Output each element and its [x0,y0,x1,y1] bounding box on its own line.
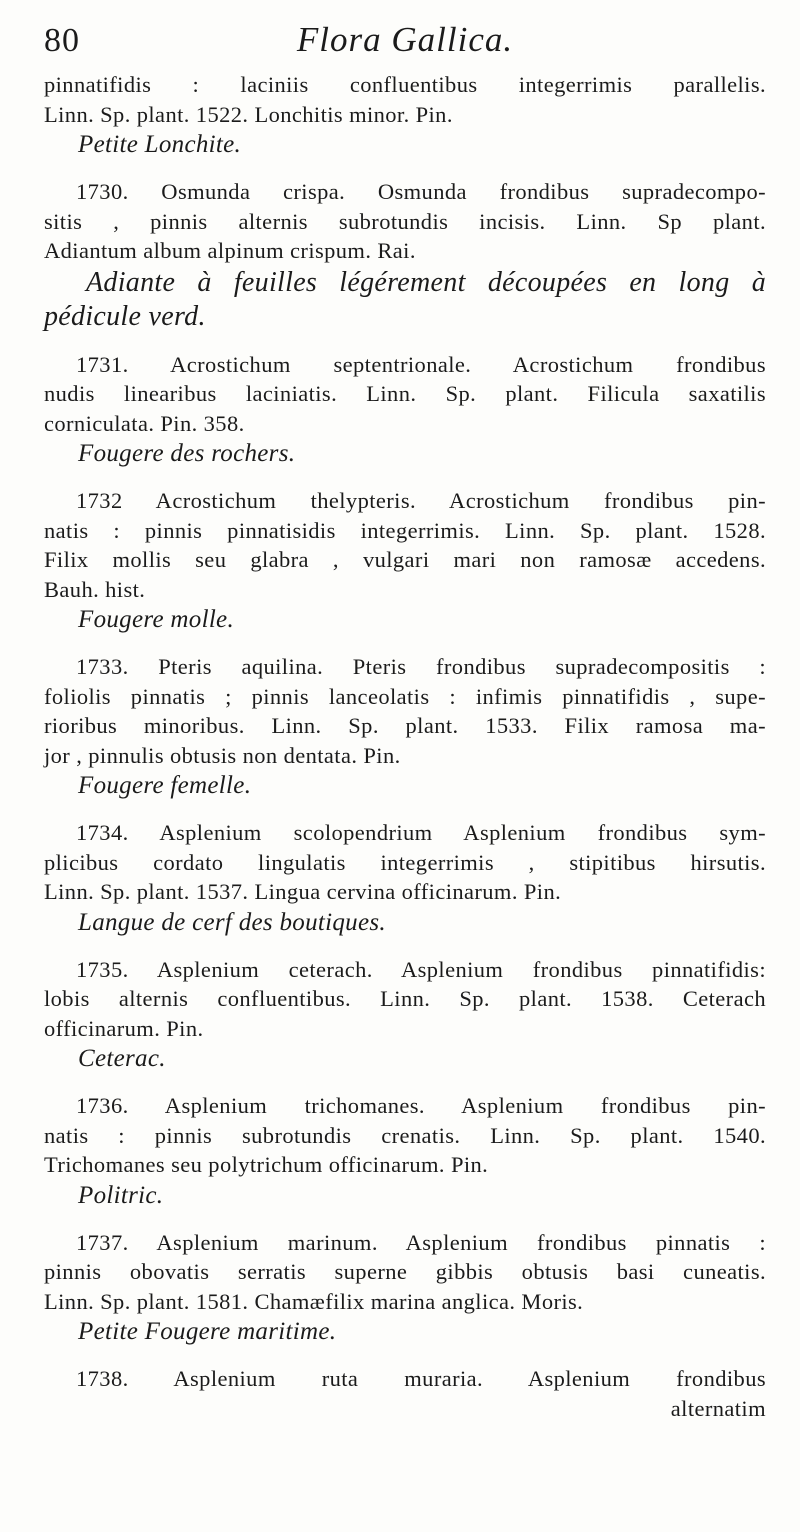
entry-1733 [44,652,766,802]
text-line: 1731. Acrostichum septentrionale. Acrostichum frondibus [76,351,766,377]
common-name: Fougere des rochers. [78,440,296,467]
text-line: 1734. Asplenium scolopendrium Asplenium frondibus sym- [76,820,766,845]
text-line: 1732 Acrostichum thelypteris. Acrostichum frondibus pin- [76,488,766,513]
text-line: 1733. Pteris aquilina. Pteris frondibus supradecompositis : [76,654,766,679]
page-header [44,18,766,70]
text-line: nudis linearibus laciniatis. Linn. Sp. plant. Filicula saxatilis [44,381,766,406]
entry-1730 [44,177,766,334]
common-name: Petite Lonchite. [78,131,242,158]
common-name: Adiante à feuilles légérement découpées en long à [86,266,766,298]
text-line: Linn. Sp. plant. 1537. Lingua cervina officinarum. Pin. [44,879,562,904]
page-number: 80 [44,22,80,59]
text-line: pinnis obovatis serratis superne gibbis obtusis basi cuneatis. [44,1259,766,1284]
catchword: alternatim [670,1395,766,1421]
common-name: Langue de cerf des boutiques. [78,908,386,936]
common-name-continued: pédicule verd. [44,300,206,332]
entry-continuation [44,70,766,161]
text-line: sitis , pinnis alternis subrotundis incisis. Linn. Sp plant. [44,208,766,234]
text-line: 1735. Asplenium ceterach. Asplenium frondibus pinnatifidis: [76,956,766,982]
text-line: natis : pinnis pinnatisidis integerrimis. Linn. Sp. plant. 1528. [44,517,766,543]
text-line: Linn. Sp. plant. 1522. Lonchitis minor. Pin. [44,101,453,127]
text-line: officinarum. Pin. [44,1015,204,1041]
entry-1736 [44,1091,766,1212]
text-line: Bauh. hist. [44,576,146,602]
entry-1735 [44,955,766,1076]
entry-1734 [44,818,766,939]
common-name: Fougere femelle. [78,772,252,799]
text-line: Trichomanes seu polytrichum officinarum. Pin. [44,1152,489,1177]
text-line: Filix mollis seu glabra , vulgari mari non ramosæ accedens. [44,547,766,572]
entry-1737 [44,1228,766,1349]
common-name: Politric. [78,1181,164,1209]
text-line: pinnatifidis : laciniis confluentibus integerrimis parallelis. [44,72,766,97]
entry-1732 [44,486,766,636]
text-line: lobis alternis confluentibus. Linn. Sp. plant. 1538. Ceterach [44,986,766,1011]
entry-1738 [44,1364,766,1423]
text-line: foliolis pinnatis ; pinnis lanceolatis : infimis pinnatifidis , supe- [44,683,766,709]
common-name: Petite Fougere maritime. [78,1318,337,1345]
text-line: 1738. Asplenium ruta muraria. Asplenium frondibus [76,1366,766,1391]
text-line: rioribus minoribus. Linn. Sp. plant. 1533. Filix ramosa ma- [44,713,766,738]
common-name: Fougere molle. [78,606,235,633]
text-line: Adiantum album alpinum crispum. Rai. [44,238,416,263]
running-title: Flora Gallica. [296,20,514,59]
text-line: corniculata. Pin. 358. [44,410,245,436]
text-line: Linn. Sp. plant. 1581. Chamæfilix marina anglica. Moris. [44,1288,584,1314]
text-line: jor , pinnulis obtusis non dentata. Pin. [44,742,401,768]
text-line: 1730. Osmunda crispa. Osmunda frondibus supradecompo- [76,179,766,204]
common-name: Ceterac. [78,1045,166,1072]
entry-1731 [44,350,766,471]
text-line: natis : pinnis subrotundis crenatis. Linn. Sp. plant. 1540. [44,1122,766,1148]
text-line: 1737. Asplenium marinum. Asplenium frondibus pinnatis : [76,1229,766,1255]
text-line: plicibus cordato lingulatis integerrimis , stipitibus hirsutis. [44,849,766,875]
text-line: 1736. Asplenium trichomanes. Asplenium frondibus pin- [76,1093,766,1118]
